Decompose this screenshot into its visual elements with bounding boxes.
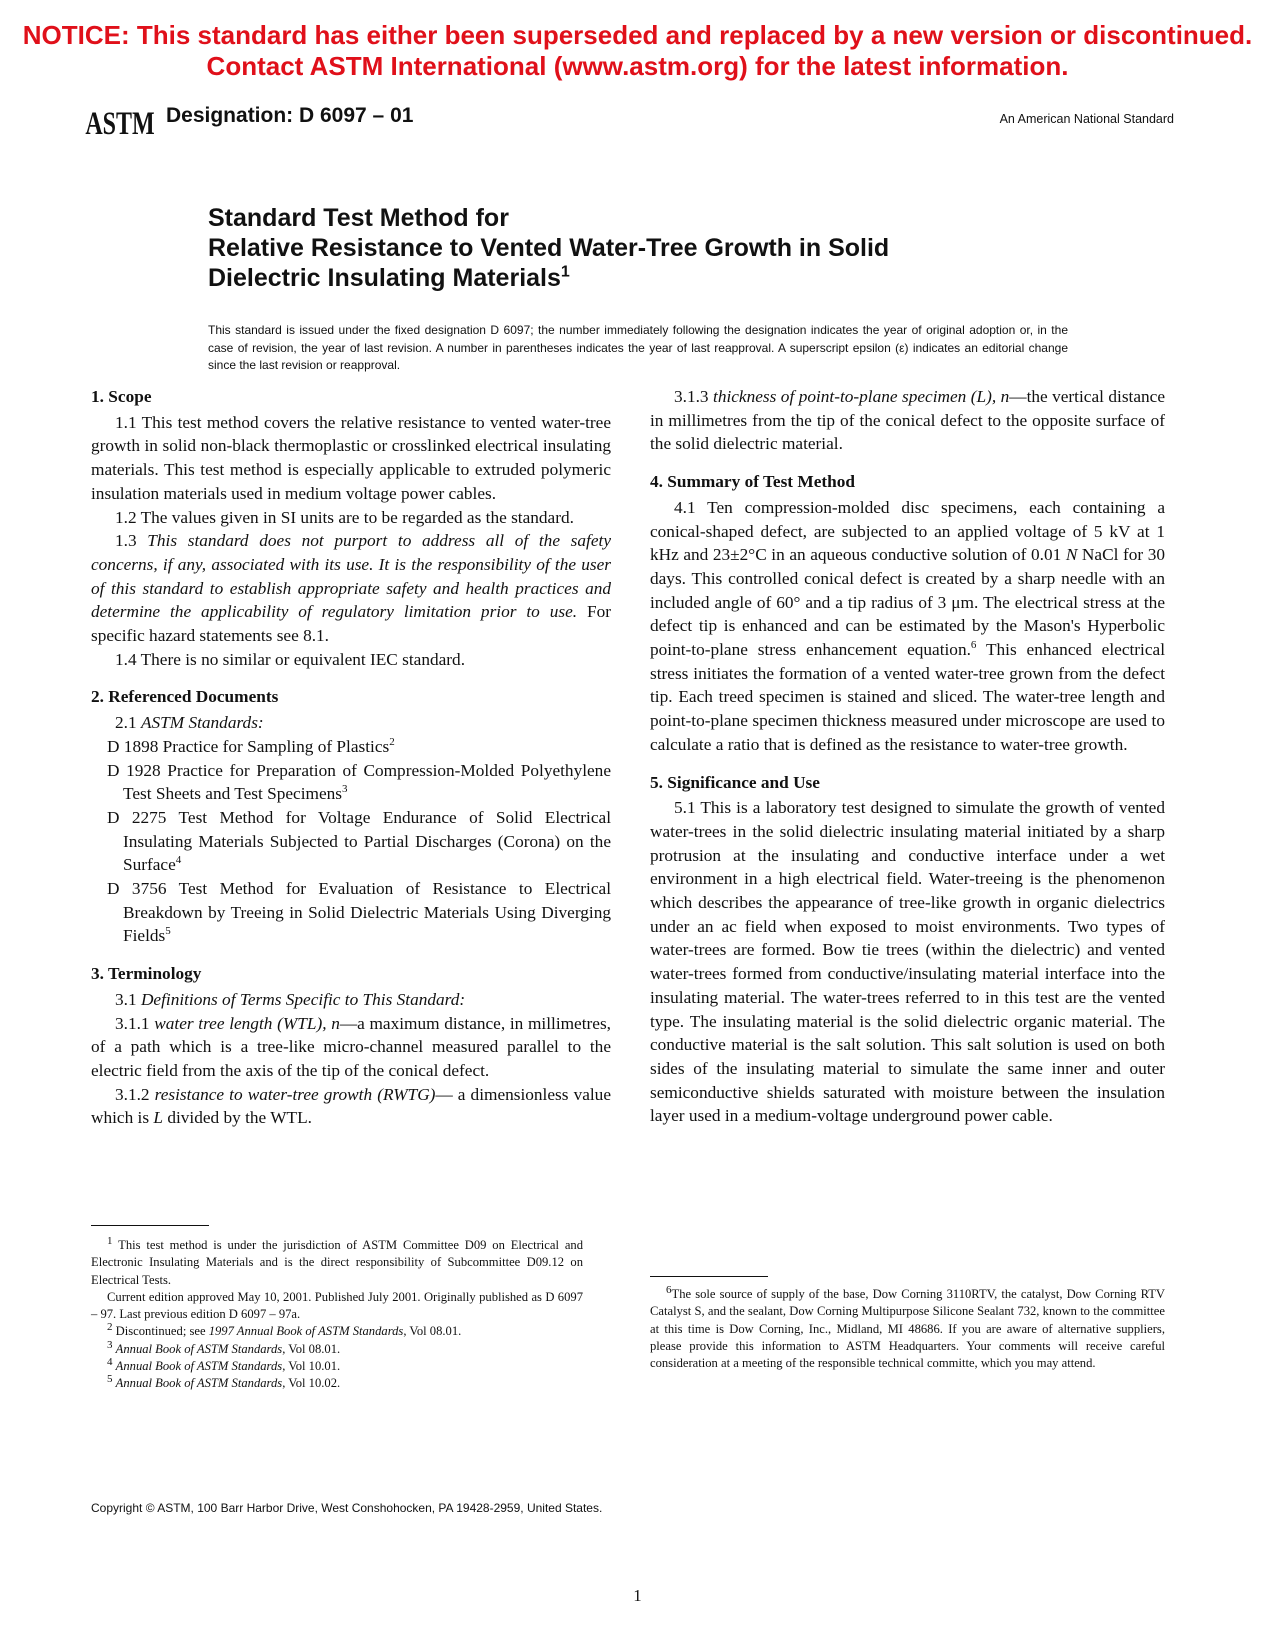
paragraph-2-1: 2.1 ASTM Standards:	[115, 713, 264, 733]
section-summary-heading: 4. Summary of Test Method	[650, 472, 855, 492]
paragraph-1-3: 1.3 This standard does not purport to address all of the safety concerns, if any, associated with its use. It is the responsibility of the user of this standard to establish appropriate safety and health practices and determine the applicability of regulatory limitation prior to use. For specific hazard statements see 8.1.	[91, 531, 611, 646]
footnotes-right	[650, 1283, 1165, 1372]
footnote-1-edition: Current edition approved May 10, 2001. Published July 2001. Originally published as D 6097 – 97. Last previous edition D 6097 – 97a.	[91, 1289, 583, 1322]
section-terminology-heading: 3. Terminology	[91, 964, 202, 984]
paragraph-5-1: 5.1 This is a laboratory test designed to simulate the growth of vented water-trees in the solid dielectric insulating material initiated by a sharp protrusion at the insulating and conductive interface under a wet environment in a high electrical field. Water-treeing is the phenomenon which describes the appearance of tree-like growth in organic dielectrics under an ac field when exposed to moist environments. Two types of water-trees are formed. Bow tie trees (within the dielectric) and vented water-trees formed from conductive/insulating material interface into the insulating material. The water-trees referred to in this test are the vented type. The insulating material is the solid dielectric organic material. The conductive material is the salt solution. This salt solution is used on both sides of the insulating material to simulate the same inner and outer semiconductive shields saturated with moisture between the insulation layer used in a medium-voltage underground power cable.	[650, 798, 1165, 1126]
copyright-line: Copyright © ASTM, 100 Barr Harbor Drive, West Conshohocken, PA 19428-2959, United States.	[91, 1501, 603, 1515]
right-column	[650, 385, 1179, 1128]
paragraph-3-1-1: 3.1.1 water tree length (WTL), n—a maximum distance, in millimetres, of a path which is a tree-like micro-channel measured parallel to the electric field from the axis of the tip of the conical defect.	[91, 1013, 611, 1080]
paragraph-3-1-3: 3.1.3 thickness of point-to-plane specimen (L), n—the vertical distance in millimetres from the tip of the conical defect to the opposite surface of the solid dielectric material.	[650, 387, 1165, 454]
title-footnote-mark: 1	[560, 263, 570, 281]
section-refdocs-heading: 2. Referenced Documents	[91, 687, 279, 707]
american-national-standard: An American National Standard	[999, 112, 1174, 126]
paragraph-4-1: 4.1 Ten compression-molded disc specimens, each containing a conical-shaped defect, are subjected to an applied voltage of 5 kV at 1 kHz and 23±2°C in an aqueous conductive solution of 0.01 N NaCl for 30 days. This controlled conical defect is created by a sharp needle with an included angle of 60° and a tip radius of 3 μm. The electrical stress at the defect tip is enhanced and can be estimated by the Mason's Hyperbolic point-to-plane stress enhancement equation.$^6$ This enhanced electrical stress initiates the formation of a vented water-tree grown from the defect tip. Each treed specimen is stained and sliced. The water-tree length and point-to-plane specimen thickness measured under microscope are used to calculate a ratio that is defined as the resistance to water-tree growth.	[650, 497, 1165, 754]
footnote-4: $^4$ Annual Book of ASTM Standards, Vol 10.01.	[107, 1355, 341, 1374]
footnote-rule-right	[650, 1276, 768, 1277]
notice-line-1: NOTICE: This standard has either been superseded and replaced by a new version or discontinued.	[22, 20, 1253, 50]
notice-line-2: Contact ASTM International (www.astm.org) for the latest information.	[206, 51, 1069, 81]
title-line-3: Dielectric Insulating Materials	[208, 264, 561, 292]
reference-item: D 3756 Test Method for Evaluation of Resistance to Electrical Breakdown by Treeing in Solid Dielectric Materials Using Diverging Fields$^5$	[107, 879, 611, 946]
document-title	[208, 203, 1108, 293]
paragraph-1-2: 1.2 The values given in SI units are to be regarded as the standard.	[115, 507, 574, 527]
paragraph-1-1: 1.1 This test method covers the relative resistance to vented water-tree growth in solid non-black thermoplastic or crosslinked electrical insulating materials. This test method is especially applicable to extruded polymeric insulation materials used in medium voltage power cables.	[91, 412, 611, 503]
footnote-rule-left	[91, 1225, 209, 1226]
section-significance-heading: 5. Significance and Use	[650, 772, 820, 792]
paragraph-3-1: 3.1 Definitions of Terms Specific to This Standard:	[115, 989, 466, 1009]
reference-item: D 1898 Practice for Sampling of Plastics$^2$	[107, 736, 395, 756]
footnote-6: $^6$The sole source of supply of the base, Dow Corning 3110RTV, the catalyst, Dow Corning RTV Catalyst S, and the sealant, Dow Corning Multipurpose Silicone Sealant 732, known to the committee at this time is Dow Corning, Inc., Midland, MI 48686. If you are aware of alternative suppliers, please provide this information to ASTM Headquarters. Your comments will receive careful consideration at a meeting of the responsible technical committe, which you may attend.	[650, 1283, 1165, 1371]
paragraph-1-4: 1.4 There is no similar or equivalent IEC standard.	[115, 649, 466, 669]
footnotes-left	[91, 1234, 584, 1393]
issuance-statement: This standard is issued under the fixed designation D 6097; the number immediately following the designation indicates the year of original adoption or, in the case of revision, the year of last revision. A number in parentheses indicates the year of last reapproval. A superscript epsilon (ε) indicates an editorial change since the last revision or reapproval.	[208, 323, 1068, 372]
reference-item: D 1928 Practice for Preparation of Compression-Molded Polyethylene Test Sheets and Test Specimens$^3$	[107, 760, 611, 804]
footnote-5: $^5$ Annual Book of ASTM Standards, Vol 10.02.	[107, 1373, 341, 1391]
section-scope-heading: 1. Scope	[91, 387, 152, 406]
reference-list	[107, 735, 611, 948]
paragraph-3-1-2: 3.1.2 resistance to water-tree growth (RWTG)— a dimensionless value which is L divided by the WTL.	[91, 1084, 611, 1128]
footnote-1: $^1$ This test method is under the jurisdiction of ASTM Committee D09 on Electrical and Electronic Insulating Materials and is the direct responsibility of Subcommittee D09.12 on Electrical Tests.	[91, 1234, 584, 1287]
left-column	[91, 385, 611, 1130]
title-line-1: Standard Test Method for	[208, 204, 509, 232]
astm-logo-text: ASTM	[85, 106, 155, 143]
reference-item: D 2275 Test Method for Voltage Endurance of Solid Electrical Insulating Materials Subjected to Partial Discharges (Corona) on the Surface$^4$	[107, 807, 611, 875]
supersede-notice	[0, 20, 1275, 82]
page-number: 1	[633, 1586, 642, 1605]
designation: Designation: D 6097 – 01	[166, 104, 414, 127]
footnote-2: $^2$ Discontinued; see 1997 Annual Book of ASTM Standards, Vol 08.01.	[107, 1321, 462, 1339]
astm-logo	[85, 95, 155, 155]
title-line-2: Relative Resistance to Vented Water-Tree Growth in Solid	[208, 234, 890, 262]
footnote-3: $^3$ Annual Book of ASTM Standards, Vol 08.01.	[107, 1338, 341, 1356]
